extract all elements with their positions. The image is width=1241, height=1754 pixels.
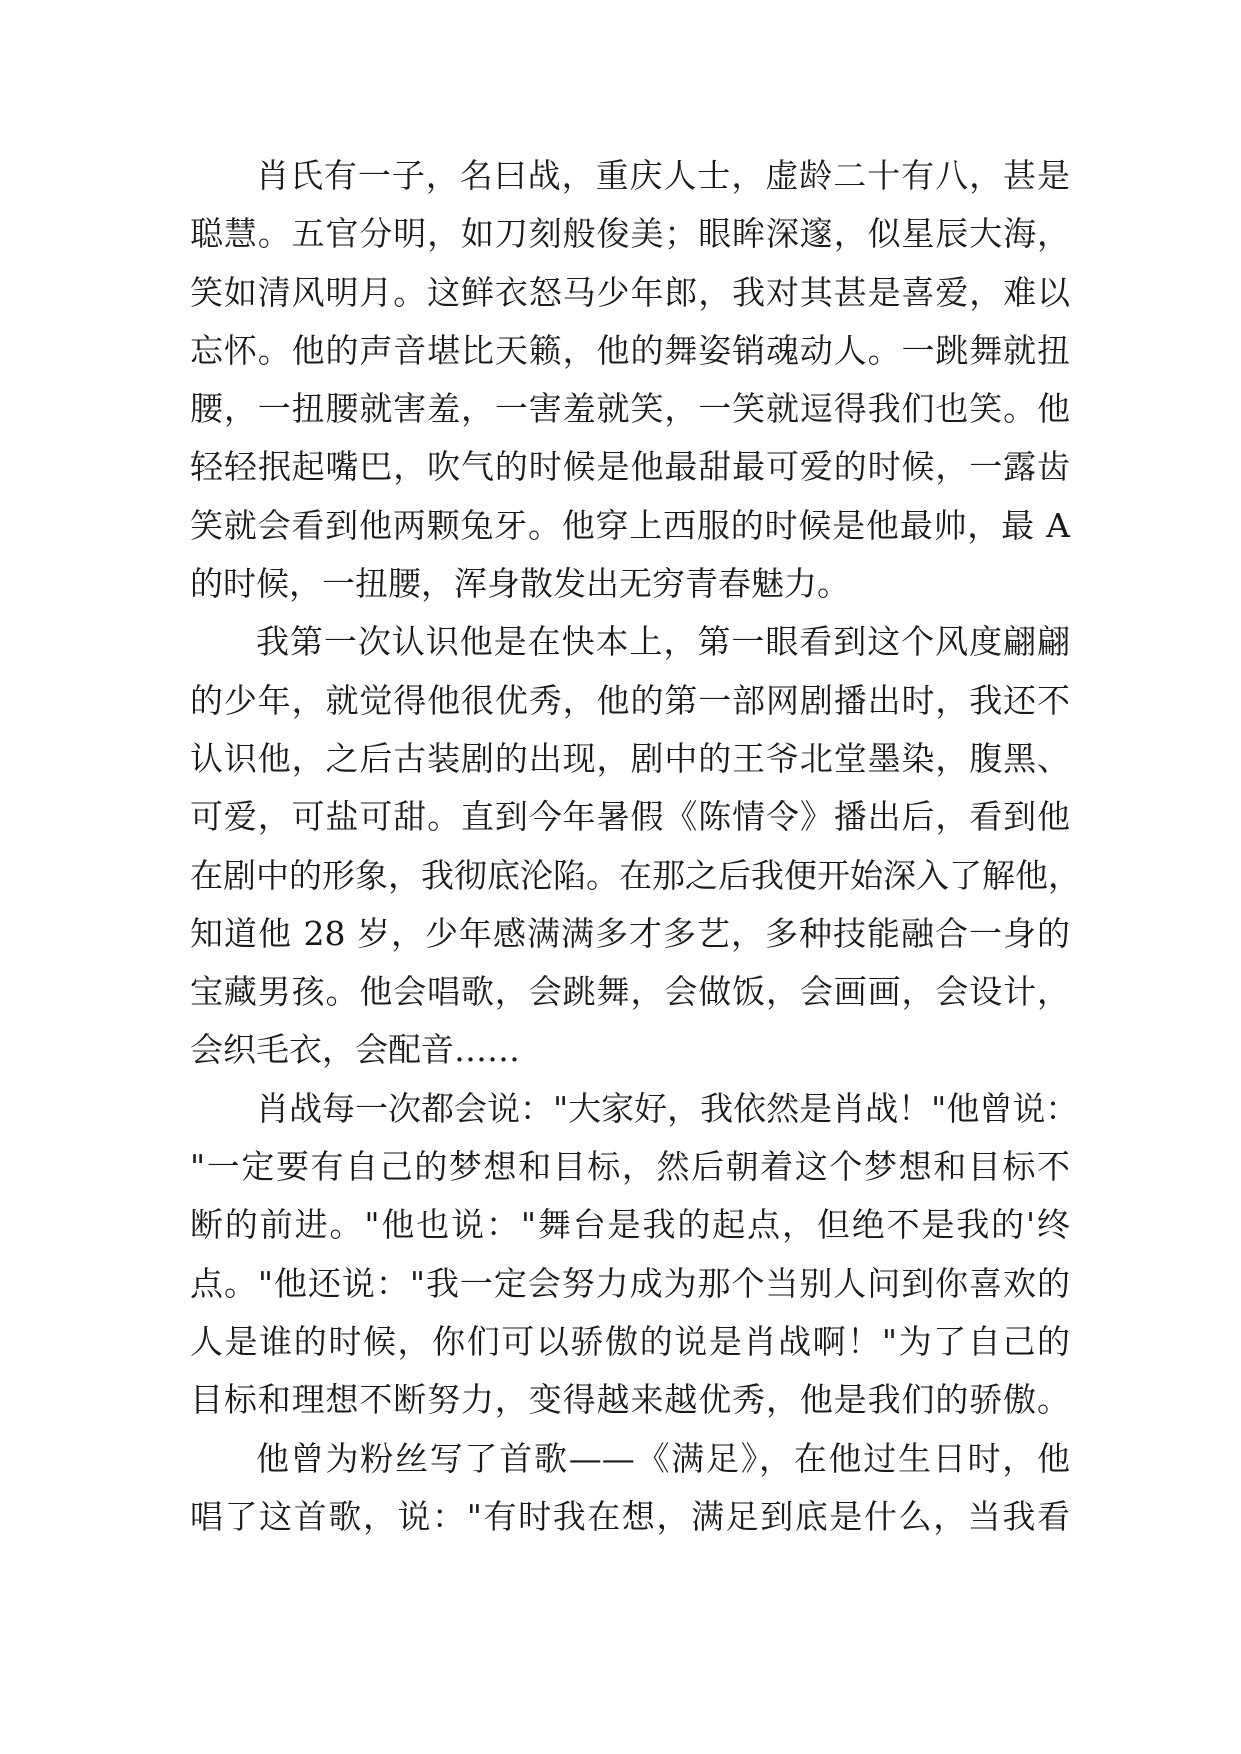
- article-body: [190, 147, 1081, 1546]
- text-line: 肖战每一次都会说："大家好，我依然是肖战！"他曾说：: [256, 1088, 1079, 1128]
- paragraph: [190, 1080, 1079, 1430]
- text-line: 轻轻抿起嘴巴，吹气的时候是他最甜最可爱的时候，一露齿: [190, 447, 1070, 487]
- paragraph: [190, 1430, 1070, 1547]
- text-line: 他曾为粉丝写了首歌——《满足》，在他过生日时，他: [256, 1438, 1070, 1478]
- text-line: 宝藏男孩。他会唱歌，会跳舞，会做饭，会画画，会设计，: [190, 972, 1070, 1012]
- text-line: 人是谁的时候，你们可以骄傲的说是肖战啊！"为了自己的: [190, 1321, 1070, 1361]
- text-line: 点。"他还说："我一定会努力成为那个当别人问到你喜欢的: [190, 1263, 1070, 1303]
- text-line: "一定要有自己的梦想和目标，然后朝着这个梦想和目标不: [190, 1147, 1070, 1187]
- text-line: 在剧中的形象，我彻底沦陷。在那之后我便开始深入了解他，: [190, 855, 1081, 895]
- text-line: 的时候，一扭腰，浑身散发出无穷青春魅力。: [190, 564, 850, 604]
- text-line: 断的前进。"他也说："舞台是我的起点，但绝不是我的'终: [190, 1205, 1070, 1245]
- text-line: 我第一次认识他是在快本上，第一眼看到这个风度翩翩: [256, 622, 1070, 662]
- text-line: 知道他 28 岁，少年感满满多才多艺，多种技能融合一身的: [190, 913, 1070, 953]
- paragraph: [190, 613, 1081, 1079]
- text-line: 聪慧。五官分明，如刀刻般俊美；眼眸深邃，似星辰大海，: [190, 214, 1070, 254]
- text-line: 忘怀。他的声音堪比天籁，他的舞姿销魂动人。一跳舞就扭: [190, 330, 1070, 370]
- text-line: 肖氏有一子，名曰战，重庆人士，虚龄二十有八，甚是: [256, 156, 1070, 195]
- paragraph: [190, 147, 1070, 613]
- text-line: 的少年，就觉得他很优秀，他的第一部网剧播出时，我还不: [190, 680, 1070, 720]
- text-line: 会织毛衣，会配音……: [190, 1030, 520, 1070]
- text-line: 目标和理想不断努力，变得越来越优秀，他是我们的骄傲。: [190, 1380, 1070, 1420]
- text-line: 腰，一扭腰就害羞，一害羞就笑，一笑就逗得我们也笑。他: [190, 389, 1070, 429]
- text-line: 笑就会看到他两颗兔牙。他穿上西服的时候是他最帅，最 A: [190, 505, 1070, 545]
- text-line: 可爱，可盐可甜。直到今年暑假《陈情令》播出后，看到他: [190, 797, 1070, 837]
- text-line: 认识他，之后古装剧的出现，剧中的王爷北堂墨染，腹黑、: [190, 738, 1070, 778]
- text-line: 笑如清风明月。这鲜衣怒马少年郎，我对其甚是喜爱，难以: [190, 272, 1070, 312]
- text-line: 唱了这首歌，说："有时我在想，满足到底是什么，当我看: [190, 1496, 1070, 1536]
